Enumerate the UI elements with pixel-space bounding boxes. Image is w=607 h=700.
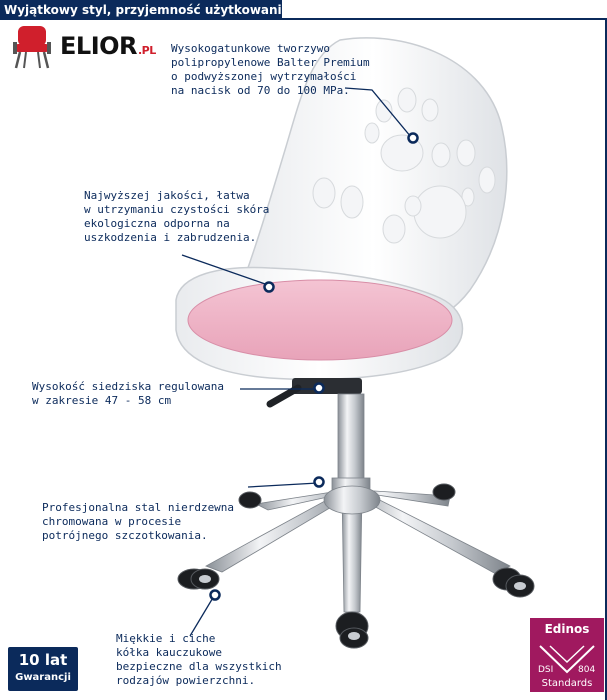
callout-seat-leather: Najwyższej jakości, łatwa w utrzymaniu czystości skóra ekologiczna odporna na uszkodzenia i zabrudzenia. (84, 189, 270, 244)
callout-shell-material: Wysokogatunkowe tworzywo polipropylenowe Balter Premium o podwyższonej wytrzymałości na nacisk od 70 do 100 MPa. (171, 42, 370, 97)
svg-text:804: 804 (578, 665, 596, 675)
callout-steel-base: Profesjonalna stal nierdzewna chromowana w procesie potrójnego szczotkowania. (42, 501, 235, 542)
seat-mechanism (292, 378, 362, 394)
edinos-subtitle: Standards (541, 678, 593, 689)
warranty-label: Gwarancji (15, 672, 71, 683)
gas-lift-upper (338, 394, 364, 484)
height-lever (270, 388, 298, 404)
tagline: Wyjątkowy styl, przyjemność użytkowania! (0, 0, 282, 20)
callout-seat-height: Wysokość siedziska regulowana w zakresie 47 - 58 cm (32, 380, 225, 407)
warranty-badge (8, 647, 78, 691)
callout-wheels: Miękkie i ciche kółka kauczukowe bezpieczne dla wszystkich rodzajów powierzchni. (116, 632, 282, 687)
edinos-badge (530, 618, 604, 692)
edinos-code-text: DSI (538, 665, 554, 675)
warranty-years: 10 lat (18, 651, 68, 669)
chair-seat-cushion (188, 280, 452, 360)
logo-suffix: .PL (138, 44, 156, 57)
edinos-title: Edinos (544, 622, 590, 636)
logo-name: ELIOR (60, 32, 137, 60)
edinos-seal-icon (534, 642, 600, 676)
